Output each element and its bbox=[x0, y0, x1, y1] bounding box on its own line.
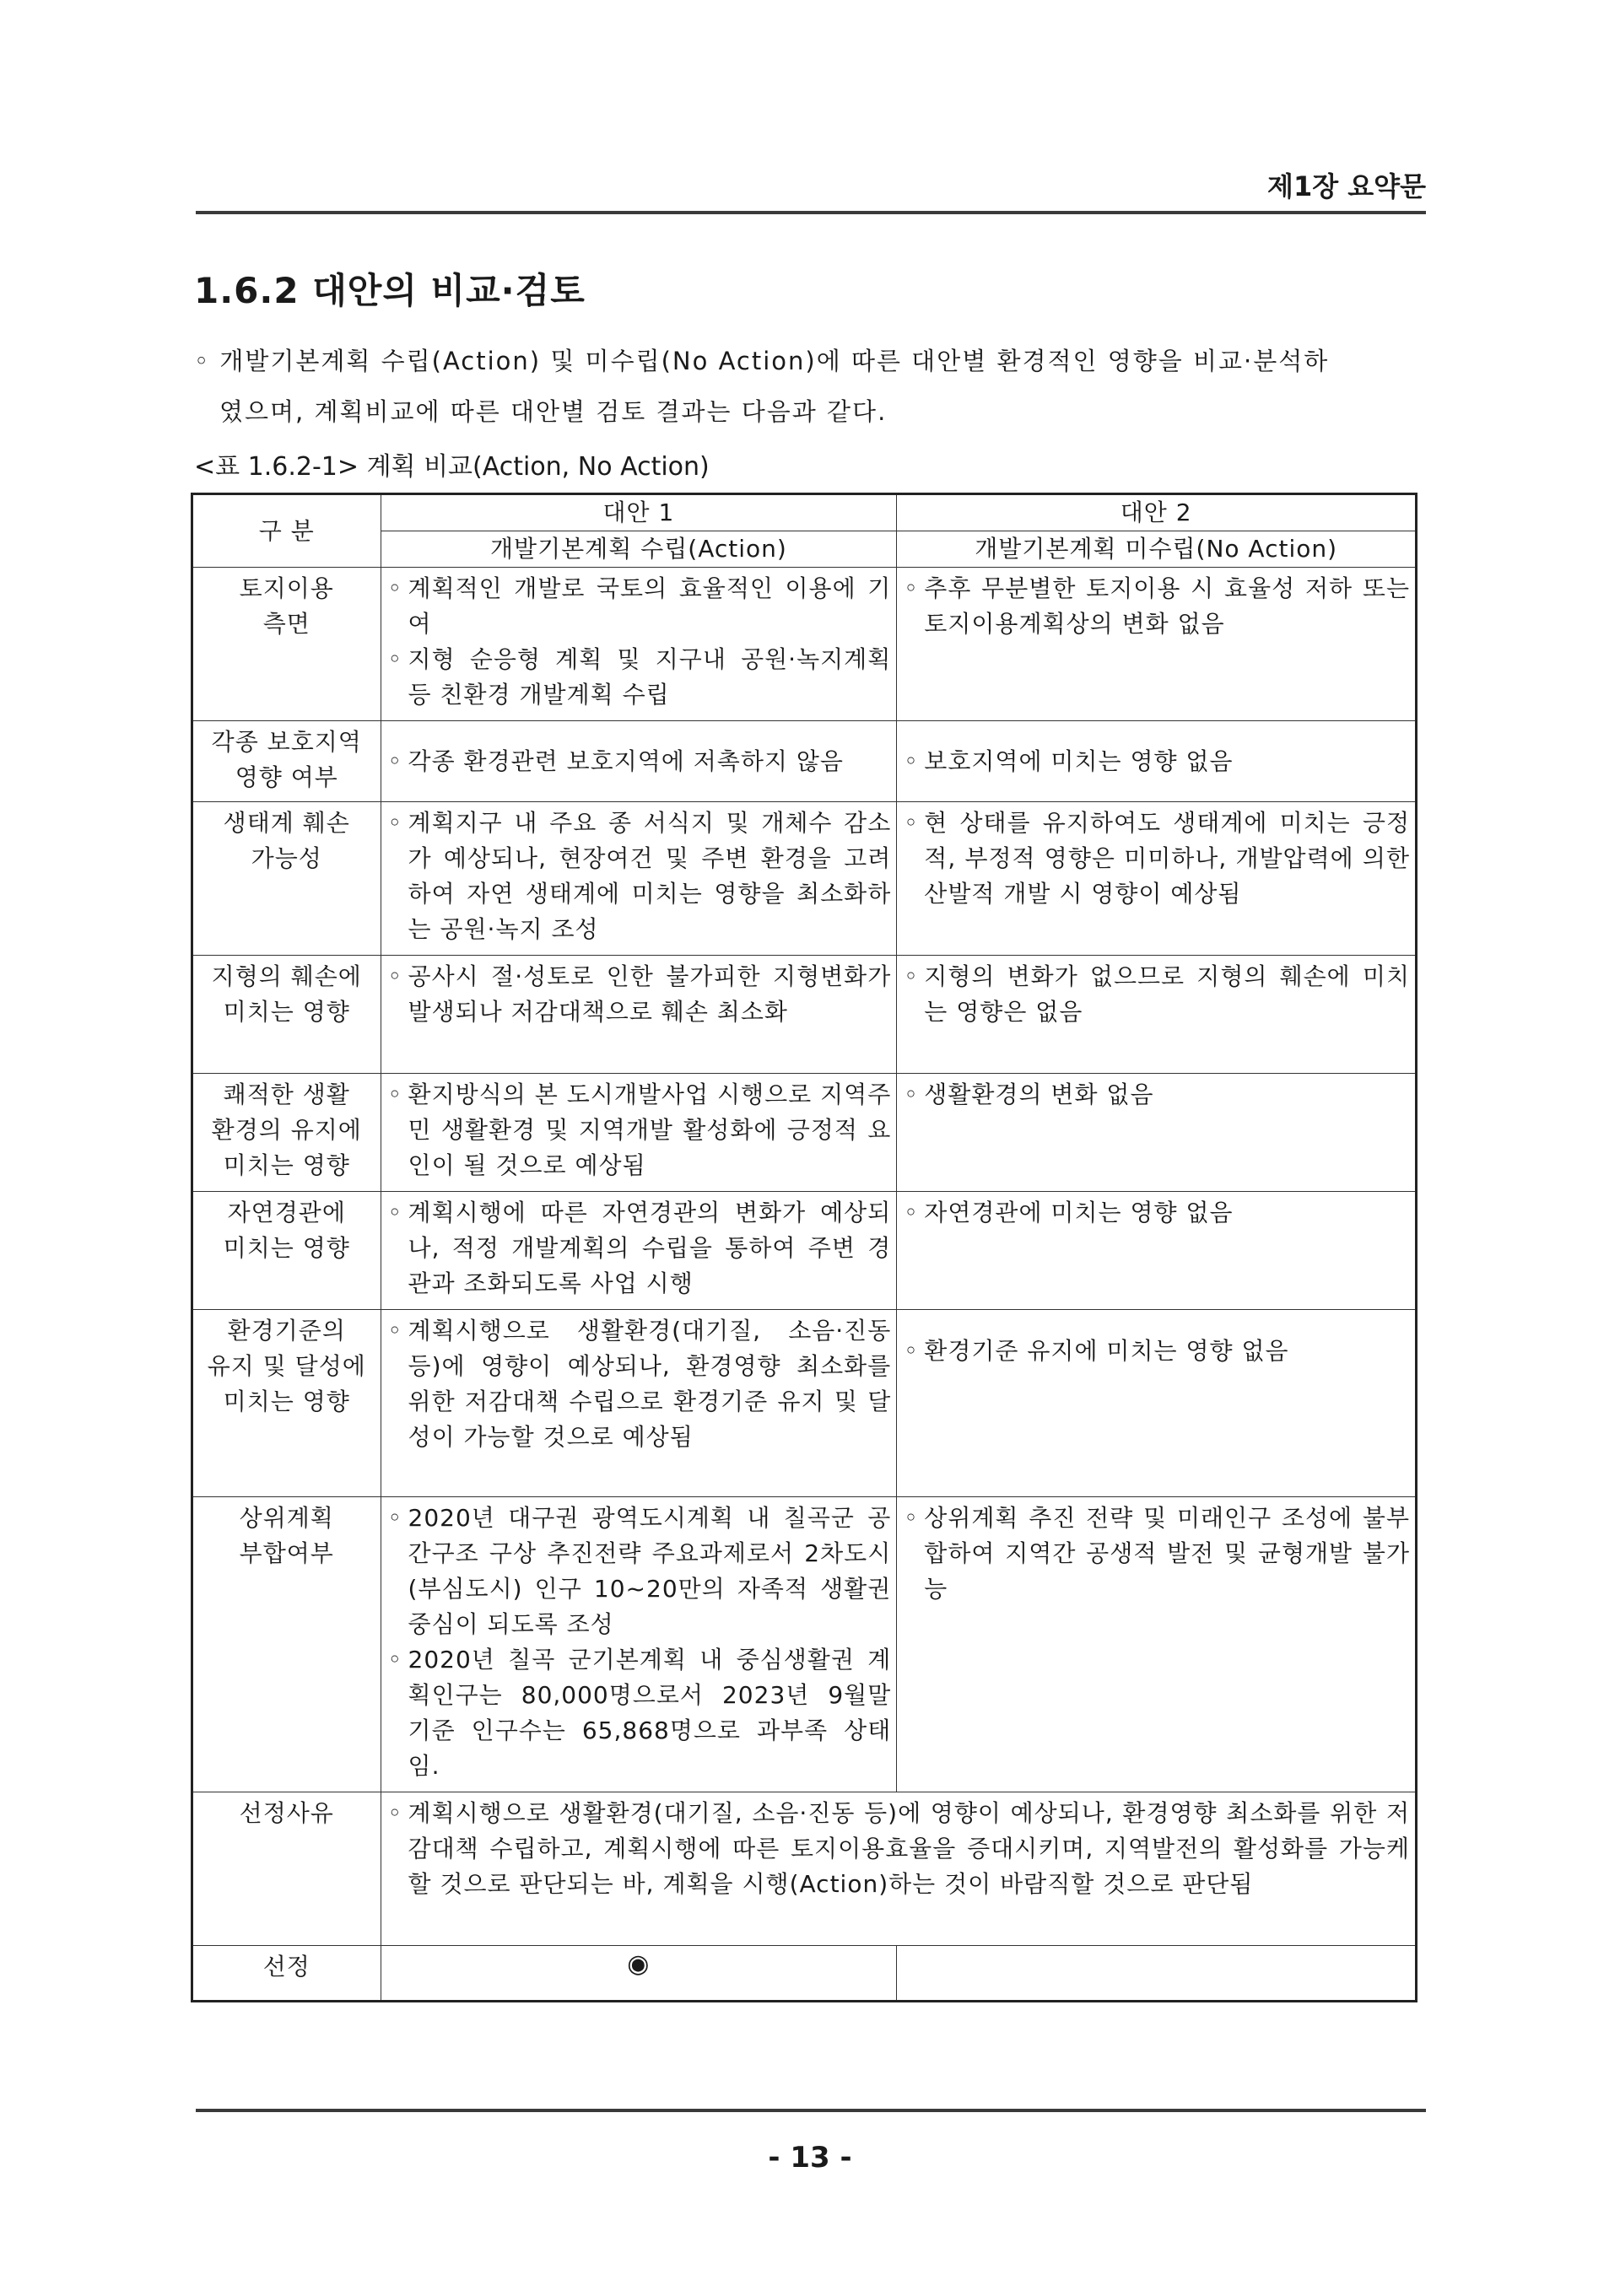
alt2-cell bbox=[897, 1074, 1417, 1192]
intro-bullet: ◦ bbox=[194, 347, 211, 375]
table-row bbox=[192, 802, 1417, 956]
header-alt2-sub: 개발기본계획 미수립(No Action) bbox=[897, 531, 1417, 568]
alt1-item: ◦ 계획적인 개발로 국토의 효율적인 이용에 기여 bbox=[385, 571, 892, 642]
alt2-cell bbox=[897, 721, 1417, 802]
alt1-item: ◦ 각종 환경관련 보호지역에 저촉하지 않음 bbox=[385, 744, 892, 779]
alt1-cell bbox=[381, 1192, 897, 1310]
table-row bbox=[192, 1310, 1417, 1497]
alt1-cell bbox=[381, 1310, 897, 1497]
alt2-item: ◦ 환경기준 유지에 미치는 영향 없음 bbox=[900, 1334, 1410, 1369]
alt2-cell bbox=[897, 956, 1417, 1074]
chapter-header: 제1장 요약문 bbox=[1267, 170, 1426, 202]
alt1-cell bbox=[381, 1497, 897, 1792]
row-category: 생태계 훼손 가능성 bbox=[192, 802, 381, 956]
alt2-item: ◦ 보호지역에 미치는 영향 없음 bbox=[900, 744, 1410, 779]
row-category: 상위계획 부합여부 bbox=[192, 1497, 381, 1792]
alt2-item: ◦ 생활환경의 변화 없음 bbox=[900, 1077, 1410, 1113]
table-row bbox=[192, 1192, 1417, 1310]
reason-category: 선정사유 bbox=[192, 1792, 381, 1946]
intro-paragraph bbox=[194, 336, 1429, 437]
table-row bbox=[192, 568, 1417, 721]
reason-text: ◦ 계획시행으로 생활환경(대기질, 소음·진동 등)에 영향이 예상되나, 환경영향 최소화를 위한 저감대책 수립하고, 계획시행에 따른 토지이용효율을 증대시키며, 지역발전의 활성화를 가능케 할 것으로 판단되는 바, 계획을 시행(Action)하는 것이 바람직할 것으로 판단됨 bbox=[385, 1796, 1410, 1902]
alt1-item: ◦ 계획시행으로 생활환경(대기질, 소음·진동 등)에 영향이 예상되나, 환경영향 최소화를 위한 저감대책 수립으로 환경기준 유지 및 달성이 가능할 것으로 예상됨 bbox=[385, 1313, 892, 1455]
table-row bbox=[192, 721, 1417, 802]
alt1-selected-mark: ◉ bbox=[381, 1946, 897, 2002]
alt2-item: ◦ 현 상태를 유지하여도 생태계에 미치는 긍정적, 부정적 영향은 미미하나, 개발압력에 의한 산발적 개발 시 영향이 예상됨 bbox=[900, 806, 1410, 912]
alt1-item: ◦ 지형 순응형 계획 및 지구내 공원·녹지계획 등 친환경 개발계획 수립 bbox=[385, 642, 892, 713]
alt1-cell bbox=[381, 568, 897, 721]
alt1-item: ◦ 공사시 절·성토로 인한 불가피한 지형변화가 발생되나 저감대책으로 훼손 최소화 bbox=[385, 959, 892, 1030]
header-alt1-sub: 개발기본계획 수립(Action) bbox=[381, 531, 897, 568]
header-alt2-title: 대안 2 bbox=[897, 494, 1417, 531]
alt2-selected-mark bbox=[897, 1946, 1417, 2002]
alt2-item: ◦ 상위계획 추진 전략 및 미래인구 조성에 불부합하여 지역간 공생적 발전 및 균형개발 불가능 bbox=[900, 1501, 1410, 1607]
header-alt1-title: 대안 1 bbox=[381, 494, 897, 531]
comparison-table bbox=[191, 493, 1418, 2002]
alt2-item: ◦ 지형의 변화가 없으므로 지형의 훼손에 미치는 영향은 없음 bbox=[900, 959, 1410, 1030]
section-title: 1.6.2 대안의 비교·검토 bbox=[194, 270, 586, 311]
row-category: 쾌적한 생활 환경의 유지에 미치는 영향 bbox=[192, 1074, 381, 1192]
row-category: 각종 보호지역 영향 여부 bbox=[192, 721, 381, 802]
reason-row bbox=[192, 1792, 1417, 1946]
header-rule bbox=[196, 211, 1426, 214]
table-caption: <표 1.6.2-1> 계획 비교(Action, No Action) bbox=[194, 452, 710, 482]
reason-cell bbox=[381, 1792, 1416, 1946]
alt1-item: ◦ 계획시행에 따른 자연경관의 변화가 예상되나, 적정 개발계획의 수립을 통하여 주변 경관과 조화되도록 사업 시행 bbox=[385, 1195, 892, 1302]
alt1-item: ◦ 2020년 칠곡 군기본계획 내 중심생활권 계획인구는 80,000명으로서 2023년 9월말 기준 인구수는 65,868명으로 과부족 상태임. bbox=[385, 1642, 892, 1784]
intro-line-2: 였으며, 계획비교에 따른 대안별 검토 결과는 다음과 같다. bbox=[219, 397, 888, 426]
alt2-item: ◦ 자연경관에 미치는 영향 없음 bbox=[900, 1195, 1410, 1231]
alt2-cell bbox=[897, 1310, 1417, 1497]
intro-line-1: 개발기본계획 수립(Action) 및 미수립(No Action)에 따른 대안별 환경적인 영향을 비교·분석하 bbox=[219, 347, 1330, 375]
alt2-item: ◦ 추후 무분별한 토지이용 시 효율성 저하 또는 토지이용계획상의 변화 없음 bbox=[900, 571, 1410, 642]
table-row bbox=[192, 956, 1417, 1074]
row-category: 자연경관에 미치는 영향 bbox=[192, 1192, 381, 1310]
page-number: - 13 - bbox=[768, 2141, 852, 2175]
alt1-item: ◦ 계획지구 내 주요 종 서식지 및 개체수 감소가 예상되나, 현장여건 및 주변 환경을 고려하여 자연 생태계에 미치는 영향을 최소화하는 공원·녹지 조성 bbox=[385, 806, 892, 947]
header-category: 구 분 bbox=[192, 494, 381, 568]
row-category: 지형의 훼손에 미치는 영향 bbox=[192, 956, 381, 1074]
alt1-item: ◦ 환지방식의 본 도시개발사업 시행으로 지역주민 생활환경 및 지역개발 활성화에 긍정적 요인이 될 것으로 예상됨 bbox=[385, 1077, 892, 1183]
selection-category: 선정 bbox=[192, 1946, 381, 2002]
alt1-cell bbox=[381, 802, 897, 956]
alt1-item: ◦ 2020년 대구권 광역도시계획 내 칠곡군 공간구조 구상 추진전략 주요과제로서 2차도시(부심도시) 인구 10~20만의 자족적 생활권 중심이 되도록 조성 bbox=[385, 1501, 892, 1642]
alt1-cell bbox=[381, 721, 897, 802]
row-category: 토지이용 측면 bbox=[192, 568, 381, 721]
alt2-cell bbox=[897, 1192, 1417, 1310]
table-row bbox=[192, 1497, 1417, 1792]
alt1-cell bbox=[381, 956, 897, 1074]
selection-row bbox=[192, 1946, 1417, 2002]
table-row bbox=[192, 1074, 1417, 1192]
alt1-cell bbox=[381, 1074, 897, 1192]
row-category: 환경기준의 유지 및 달성에 미치는 영향 bbox=[192, 1310, 381, 1497]
alt2-cell bbox=[897, 1497, 1417, 1792]
alt2-cell bbox=[897, 802, 1417, 956]
alt2-cell bbox=[897, 568, 1417, 721]
footer-rule bbox=[196, 2109, 1426, 2112]
